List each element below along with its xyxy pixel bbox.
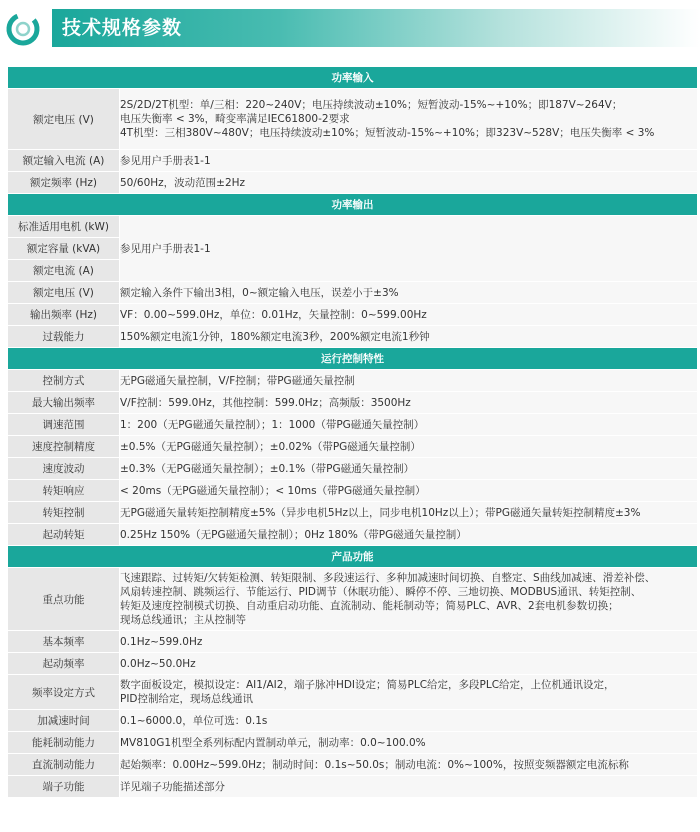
row-label: 额定电压 (V) xyxy=(8,89,120,150)
value-line: 数字面板设定，模拟设定：AI1/AI2，端子脉冲HDI设定；简易PLC给定，多段PLC给定，上位机通讯设定， xyxy=(120,679,615,691)
section-power-output: 功率输出 xyxy=(8,194,698,216)
row-label: 起动转矩 xyxy=(8,524,120,546)
row-label: 端子功能 xyxy=(8,776,120,798)
value-line: 现场总线通讯；主从控制等 xyxy=(120,614,246,626)
row-label: 转矩响应 xyxy=(8,480,120,502)
row-value: 0.25Hz 150%（无PG磁通矢量控制）；0Hz 180%（带PG磁通矢量控制） xyxy=(120,524,698,546)
row-value: 参见用户手册表1-1 xyxy=(120,150,698,172)
spec-table xyxy=(7,66,698,798)
table-row xyxy=(8,172,698,194)
row-label: 最大输出频率 xyxy=(8,392,120,414)
page-title: 技术规格参数 xyxy=(62,17,183,39)
row-label: 加减速时间 xyxy=(8,710,120,732)
table-row xyxy=(8,282,698,304)
row-value: VF：0.00~599.0Hz，单位：0.01Hz，矢量控制：0~599.00Hz xyxy=(120,304,698,326)
table-row xyxy=(8,414,698,436)
row-label: 过载能力 xyxy=(8,326,120,348)
row-value: ±0.5%（无PG磁通矢量控制）；±0.02%（带PG磁通矢量控制） xyxy=(120,436,698,458)
table-row xyxy=(8,754,698,776)
value-line: 2S/2D/2T机型：单/三相：220~240V；电压持续波动±10%；短暂波动-15%~+10%；即187V~264V； xyxy=(120,99,623,111)
row-value: 详见端子功能描述部分 xyxy=(120,776,698,798)
row-label: 起动频率 xyxy=(8,653,120,675)
table-row xyxy=(8,150,698,172)
row-value: ±0.3%（无PG磁通矢量控制）；±0.1%（带PG磁通矢量控制） xyxy=(120,458,698,480)
table-row xyxy=(8,776,698,798)
row-label: 额定电压 (V) xyxy=(8,282,120,304)
row-value: 50/60Hz，波动范围±2Hz xyxy=(120,172,698,194)
row-value: 无PG磁通矢量转矩控制精度±5%（异步电机5Hz以上，同步电机10Hz以上）；带PG磁通矢量转矩控制精度±3% xyxy=(120,502,698,524)
row-label: 额定频率 (Hz) xyxy=(8,172,120,194)
row-label: 直流制动能力 xyxy=(8,754,120,776)
row-label: 输出频率 (Hz) xyxy=(8,304,120,326)
row-value xyxy=(120,675,698,710)
row-label: 基本频率 xyxy=(8,631,120,653)
value-line: 4T机型：三相380V~480V；电压持续波动±10%；短暂波动-15%~+10%；即323V~528V；电压失衡率 < 3% xyxy=(120,127,655,139)
table-row xyxy=(8,89,698,150)
row-value: < 20ms（无PG磁通矢量控制）；< 10ms（带PG磁通矢量控制） xyxy=(120,480,698,502)
title-bar xyxy=(52,9,700,47)
section-control: 运行控制特性 xyxy=(8,348,698,370)
row-value: 0.1Hz~599.0Hz xyxy=(120,631,698,653)
row-label: 频率设定方式 xyxy=(8,675,120,710)
row-label: 能耗制动能力 xyxy=(8,732,120,754)
row-value xyxy=(120,89,698,150)
table-row xyxy=(8,436,698,458)
value-line: 电压失衡率 < 3%，畸变率满足IEC61800-2要求 xyxy=(120,113,350,125)
table-row xyxy=(8,675,698,710)
row-label: 速度控制精度 xyxy=(8,436,120,458)
row-label: 额定电流 (A) xyxy=(8,260,120,282)
row-value: 无PG磁通矢量控制，V/F控制；带PG磁通矢量控制 xyxy=(120,370,698,392)
table-row xyxy=(8,502,698,524)
row-value: V/F控制：599.0Hz，其他控制：599.0Hz；高频版：3500Hz xyxy=(120,392,698,414)
value-line: 飞速跟踪、过转矩/欠转矩检测、转矩限制、多段速运行、多种加减速时间切换、自整定、S曲线加减速、滑差补偿、 xyxy=(120,572,656,584)
row-label: 额定容量 (kVA) xyxy=(8,238,120,260)
table-row xyxy=(8,392,698,414)
value-line: PID控制给定，现场总线通讯 xyxy=(120,693,254,705)
table-row xyxy=(8,631,698,653)
value-line: 风扇转速控制、跳频运行、节能运行、PID调节（休眠功能）、瞬停不停、三地切换、MODBUS通讯、转矩控制、 xyxy=(120,586,642,598)
row-label: 转矩控制 xyxy=(8,502,120,524)
row-label: 速度波动 xyxy=(8,458,120,480)
row-value: 0.1~6000.0，单位可选：0.1s xyxy=(120,710,698,732)
row-label: 重点功能 xyxy=(8,568,120,631)
table-row xyxy=(8,370,698,392)
table-row xyxy=(8,710,698,732)
row-label: 额定输入电流 (A) xyxy=(8,150,120,172)
table-row xyxy=(8,458,698,480)
row-value: 参见用户手册表1-1 xyxy=(120,216,698,282)
section-features: 产品功能 xyxy=(8,546,698,568)
ring-logo-icon xyxy=(4,10,42,48)
table-row xyxy=(8,216,698,238)
row-value: 起始频率：0.00Hz~599.0Hz；制动时间：0.1s~50.0s；制动电流：0%~100%，按照变频器额定电流标称 xyxy=(120,754,698,776)
row-value: 1：200（无PG磁通矢量控制）；1：1000（带PG磁通矢量控制） xyxy=(120,414,698,436)
row-value xyxy=(120,568,698,631)
table-row xyxy=(8,732,698,754)
row-value: 0.0Hz~50.0Hz xyxy=(120,653,698,675)
table-row xyxy=(8,480,698,502)
row-value: 额定输入条件下输出3相，0~额定输入电压，误差小于±3% xyxy=(120,282,698,304)
table-row xyxy=(8,304,698,326)
row-label: 控制方式 xyxy=(8,370,120,392)
table-row xyxy=(8,653,698,675)
row-value: 150%额定电流1分钟，180%额定电流3秒，200%额定电流1秒钟 xyxy=(120,326,698,348)
row-value: MV810G1机型全系列标配内置制动单元，制动率：0.0~100.0% xyxy=(120,732,698,754)
table-row xyxy=(8,568,698,631)
table-row xyxy=(8,524,698,546)
page-header xyxy=(0,0,700,60)
section-power-input: 功率输入 xyxy=(8,67,698,89)
value-line: 转矩及速度控制模式切换、自动重启动功能、直流制动、能耗制动等；简易PLC、AVR、2套电机参数切换； xyxy=(120,600,619,612)
table-row xyxy=(8,326,698,348)
row-label: 标准适用电机 (kW) xyxy=(8,216,120,238)
row-label: 调速范围 xyxy=(8,414,120,436)
